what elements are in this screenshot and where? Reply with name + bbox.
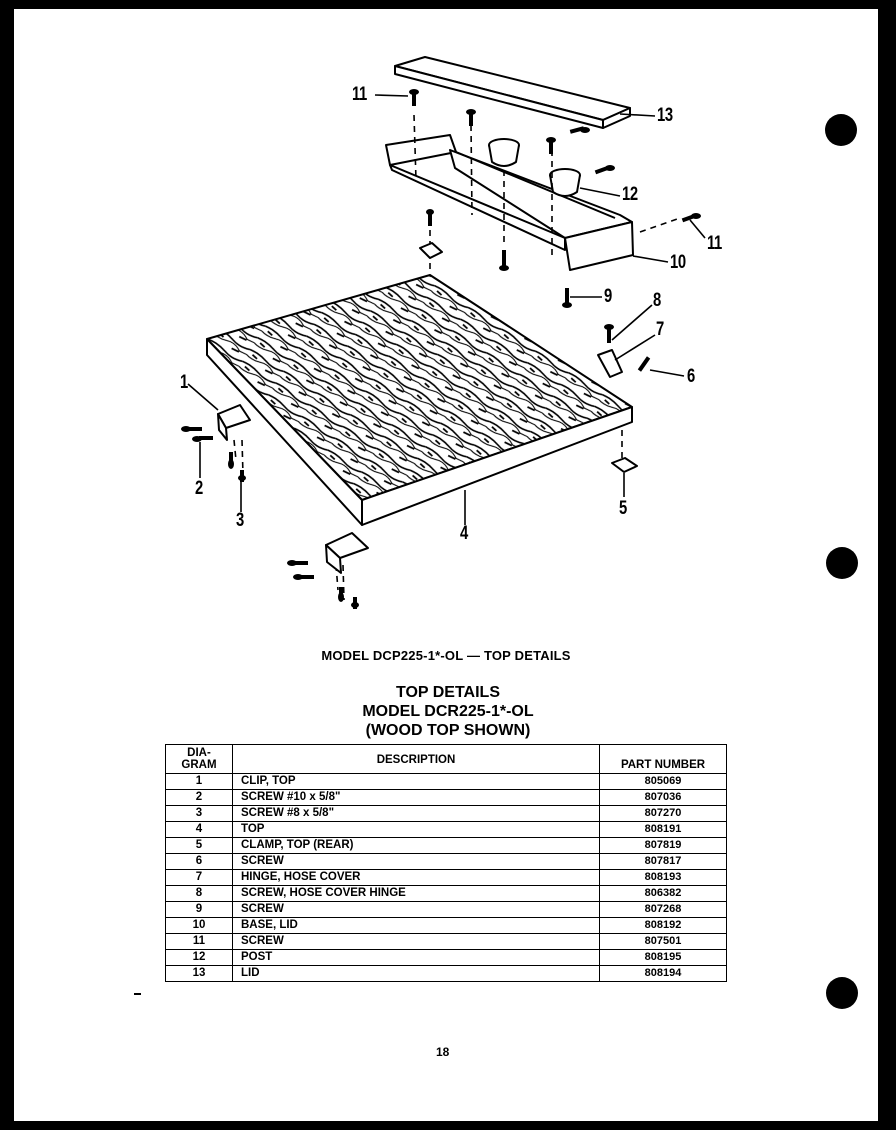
title-line-3: (WOOD TOP SHOWN) — [365, 722, 531, 739]
cell-part-number: 807819 — [600, 838, 727, 854]
table-row — [166, 902, 727, 918]
cell-part-number: 808191 — [600, 822, 727, 838]
cell-description: SCREW, HOSE COVER HINGE — [233, 886, 600, 902]
callout-11: 11 — [352, 84, 367, 105]
callout-2: 2 — [195, 478, 203, 499]
callout-11: 11 — [707, 233, 722, 254]
cell-part-number: 808194 — [600, 966, 727, 982]
table-row — [166, 870, 727, 886]
callout-7: 7 — [656, 319, 664, 340]
stray-mark — [134, 993, 141, 995]
parts-table — [165, 744, 727, 982]
table-row — [166, 966, 727, 982]
cell-part-number: 807270 — [600, 806, 727, 822]
cell-description: POST — [233, 950, 600, 966]
header-part-number: PART NUMBER — [600, 745, 727, 774]
cell-part-number: 807268 — [600, 902, 727, 918]
diagram-caption — [0, 648, 896, 663]
cell-diagram: 4 — [166, 822, 233, 838]
header-description: DESCRIPTION — [233, 745, 600, 774]
title-line-2: MODEL DCR225-1*-OL — [362, 703, 534, 720]
cell-diagram: 13 — [166, 966, 233, 982]
cell-description: SCREW #8 x 5/8" — [233, 806, 600, 822]
table-row — [166, 918, 727, 934]
callout-4: 4 — [460, 523, 468, 544]
cell-diagram: 1 — [166, 774, 233, 790]
cell-diagram: 9 — [166, 902, 233, 918]
cell-diagram: 11 — [166, 934, 233, 950]
cell-diagram: 7 — [166, 870, 233, 886]
cell-diagram: 5 — [166, 838, 233, 854]
cell-description: SCREW — [233, 902, 600, 918]
header-diagram-line1: DIA- — [187, 747, 211, 759]
page-number: 18 — [436, 1045, 450, 1059]
cell-part-number: 807036 — [600, 790, 727, 806]
cell-diagram: 8 — [166, 886, 233, 902]
clip-part-1-lower — [326, 533, 368, 573]
cell-description: CLIP, TOP — [233, 774, 600, 790]
rear-clamp-top — [420, 243, 442, 258]
table-title-block — [0, 683, 896, 740]
callout-3: 3 — [236, 510, 244, 531]
cell-part-number: 808192 — [600, 918, 727, 934]
cell-description: LID — [233, 966, 600, 982]
lid-part-13 — [395, 57, 630, 128]
cell-diagram: 12 — [166, 950, 233, 966]
diagram-caption-text: MODEL DCP225-1*-OL — TOP DETAILS — [321, 648, 571, 663]
cell-diagram: 2 — [166, 790, 233, 806]
table-row — [166, 774, 727, 790]
clip-part-1 — [218, 405, 250, 440]
cell-part-number: 805069 — [600, 774, 727, 790]
callout-12: 12 — [622, 184, 638, 205]
callout-6: 6 — [687, 366, 695, 387]
header-diagram — [166, 745, 233, 774]
table-row — [166, 790, 727, 806]
cell-part-number: 806382 — [600, 886, 727, 902]
cell-diagram: 6 — [166, 854, 233, 870]
callout-1: 1 — [180, 372, 188, 393]
header-diagram-line2: GRAM — [181, 759, 217, 771]
table-header-row — [166, 745, 727, 774]
cell-description: CLAMP, TOP (REAR) — [233, 838, 600, 854]
cell-description: SCREW — [233, 854, 600, 870]
table-row — [166, 950, 727, 966]
table-row — [166, 934, 727, 950]
cell-part-number: 808195 — [600, 950, 727, 966]
title-line-1: TOP DETAILS — [395, 684, 500, 701]
table-row — [166, 806, 727, 822]
cell-diagram: 10 — [166, 918, 233, 934]
binder-hole-icon — [826, 547, 858, 579]
binder-hole-icon — [826, 977, 858, 1009]
table-row — [166, 886, 727, 902]
table-row — [166, 854, 727, 870]
cell-description: SCREW — [233, 934, 600, 950]
callout-13: 13 — [657, 105, 673, 126]
cell-description: TOP — [233, 822, 600, 838]
cell-part-number: 807817 — [600, 854, 727, 870]
cell-diagram: 3 — [166, 806, 233, 822]
cell-description: SCREW #10 x 5/8" — [233, 790, 600, 806]
clamp-part-5 — [612, 458, 637, 472]
cell-description: BASE, LID — [233, 918, 600, 934]
callout-5: 5 — [619, 498, 627, 519]
binder-hole-icon — [825, 114, 857, 146]
wood-top-part-4 — [207, 275, 632, 525]
hinge-part-7 — [598, 350, 622, 377]
callout-10: 10 — [670, 252, 686, 273]
cell-part-number: 808193 — [600, 870, 727, 886]
cell-description: HINGE, HOSE COVER — [233, 870, 600, 886]
callout-8: 8 — [653, 290, 661, 311]
table-row — [166, 822, 727, 838]
table-row — [166, 838, 727, 854]
callout-9: 9 — [604, 286, 612, 307]
cell-part-number: 807501 — [600, 934, 727, 950]
